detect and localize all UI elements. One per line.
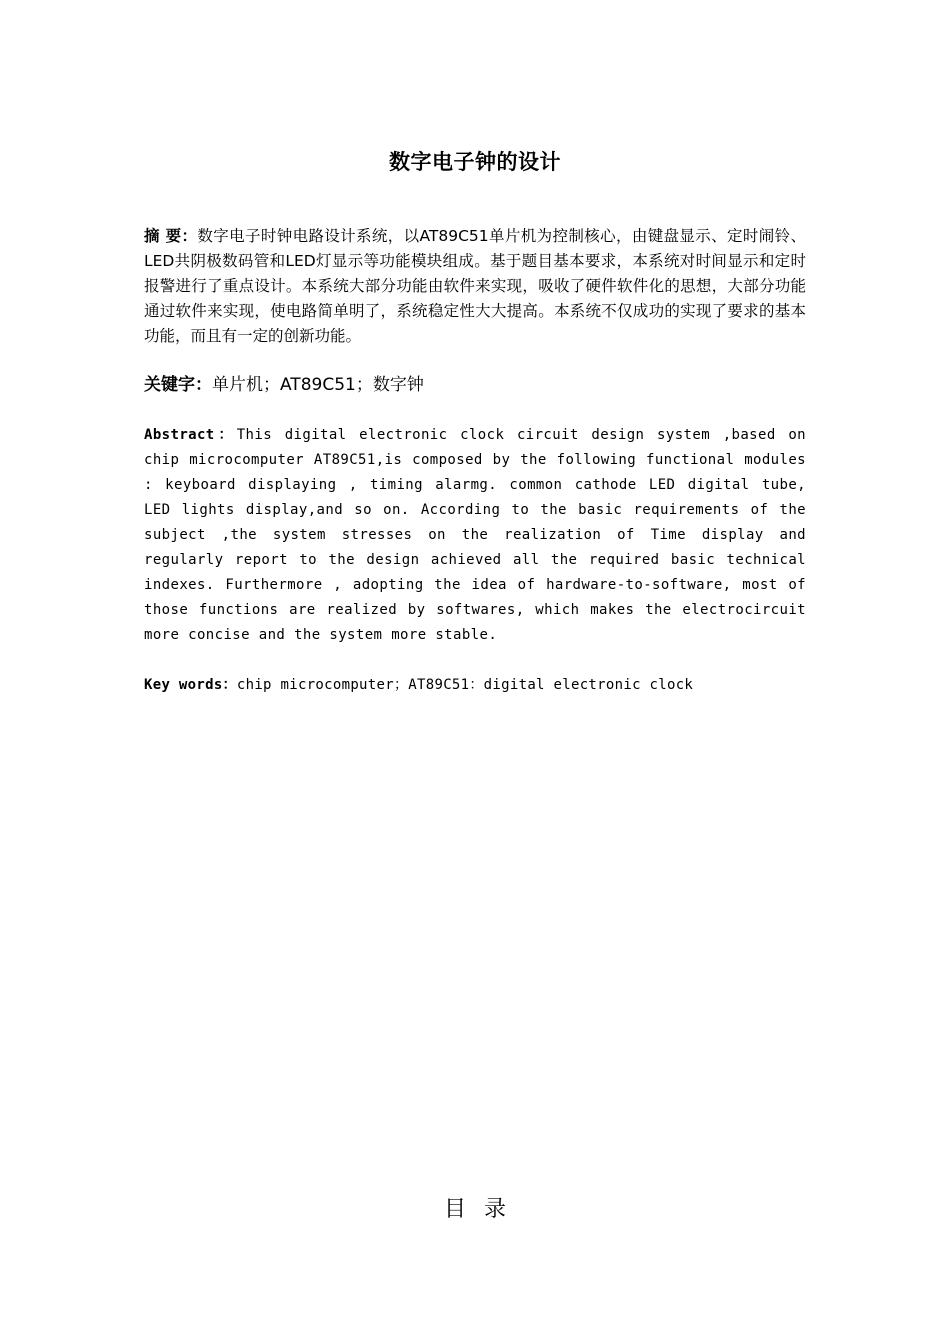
english-abstract xyxy=(144,423,806,648)
english-keywords-text: chip microcomputer；AT89C51：digital electronic clock xyxy=(236,677,694,693)
chinese-keywords xyxy=(144,372,806,398)
english-abstract-label: Abstract： xyxy=(144,427,237,443)
table-of-contents-heading xyxy=(0,1192,950,1223)
toc-heading-text: 目录 xyxy=(443,1197,524,1222)
chinese-keywords-label: 关键字： xyxy=(144,375,212,395)
chinese-abstract-text: 数字电子时钟电路设计系统，以AT89C51单片机为控制核心，由键盘显示、定时闹铃、LED共阴极数码管和LED灯显示等功能模块组成。基于题目基本要求，本系统对时间显示和定时报警进行了重点设计。本系统大部分功能由软件来实现，吸收了硬件软件化的思想，大部分功能通过软件来实现，使电路简单明了，系统稳定性大大提高。本系统不仅成功的实现了要求的基本功能，而且有一定的创新功能。 xyxy=(144,227,806,345)
chinese-abstract-label: 摘 要： xyxy=(144,227,198,245)
english-keywords-label: Key words： xyxy=(144,677,237,693)
english-keywords xyxy=(144,673,806,698)
chinese-keywords-text: 单片机；AT89C51；数字钟 xyxy=(212,375,424,395)
chinese-abstract xyxy=(144,224,806,349)
english-abstract-text: This digital electronic clock circuit design system ,based on chip microcomputer AT89C51,is composed by the following functional modules : keyboard displaying , timing alarmg. common cathode LED digital tube, LED lights display,and so on. According to the basic requirements of the subject ,the system stresses on the realization of Time display and regularly report to the design achieved all the required basic technical indexes. Furthermore , adopting the idea of hardware-to-software, most of those functions are realized by softwares, which makes the electrocircuit more concise and the system more stable. xyxy=(144,427,806,643)
document-title: 数字电子钟的设计 xyxy=(389,150,561,174)
